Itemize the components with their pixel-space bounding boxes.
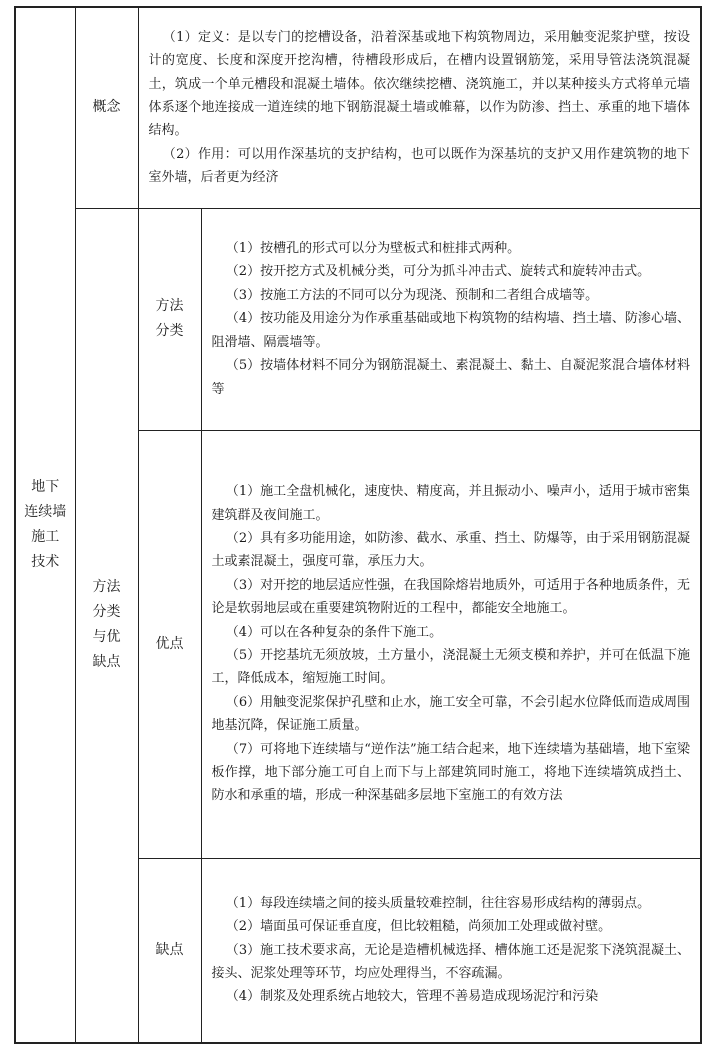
topic-line: 连续墙 <box>24 504 67 520</box>
advantage-paragraph: （3）对开挖的地层适应性强，在我国除熔岩地质外，可适用于各种地质条件，无论是软弱地层或在重要建筑物附近的工程中，都能安全地施工。 <box>211 577 691 617</box>
advantage-paragraph: （4）可以在各种复杂的条件下施工。 <box>225 624 443 640</box>
advantage-paragraph: （1）施工全盘机械化，速度快、精度高，并且振动小、噪声小，适用于城市密集建筑群及夜间施工。 <box>211 484 691 523</box>
concept-paragraph: （2）作用：可以用作深基坑的支护结构，也可以既作为深基坑的支护又用作建筑物的地下室外墙，后者更为经济 <box>148 146 691 186</box>
disadvantages-label: 缺点 <box>138 858 201 1043</box>
disadvantage-paragraph: （3）施工技术要求高，无论是造槽机械选择、槽体施工还是泥浆下浇筑混凝土、接头、泥浆处理等环节，均应处理得当，不容疏漏。 <box>211 942 691 981</box>
disadvantage-paragraph: （1）每段连续墙之间的接头质量较难控制，往往容易形成结构的薄弱点。 <box>225 895 651 911</box>
section-label: 方法 分类 与优 缺点 <box>75 208 138 1043</box>
construction-technique-table <box>14 6 702 1044</box>
classification-paragraph: （1）按槽孔的形式可以分为壁板式和桩排式两种。 <box>225 241 521 257</box>
advantage-paragraph: （7）可将地下连续墙与“逆作法”施工结合起来，地下连续墙为基础墙，地下室梁板作撑，地下部分施工可自上而下与上部建筑同时施工，将地下连续墙筑成挡土、防水和承重的墙，形成一种深基础多层地下室施工的有效方法 <box>211 741 691 804</box>
classification-content <box>201 208 701 430</box>
disadvantage-paragraph: （4）制浆及处理系统占地较大，管理不善易造成现场泥泞和污染 <box>225 989 599 1005</box>
classification-paragraph: （4）按功能及用途分为作承重基础或地下构筑物的结构墙、挡土墙、防渗心墙、阻滑墙、隔震墙等。 <box>211 311 691 350</box>
topic-line: 地下 <box>31 479 60 495</box>
advantage-paragraph: （2）具有多功能用途，如防渗、截水、承重、挡土、防爆等，由于采用钢筋混凝土或素混凝土，强度可靠，承压力大。 <box>211 530 691 570</box>
concept-paragraph: （1）定义：是以专门的挖槽设备，沿着深基或地下构筑物周边，采用触变泥浆护壁，按设计的宽度、长度和深度开挖沟槽，待槽段形成后，在槽内设置钢筋笼，采用导管法浇筑混凝土，筑成一个单元槽段和混凝土墙体。依次继续挖槽、浇筑施工，并以某种接头方式将单元墙体系逐个地连接成一道连续的地下钢筋混凝土墙或帷幕，以作为防渗、挡土、承重的地下墙体结构。 <box>148 29 691 139</box>
concept-label: 概念 <box>75 7 138 208</box>
disadvantage-paragraph: （2）墙面虽可保证垂直度，但比较粗糙，尚须加工处理或做衬壁。 <box>225 919 612 935</box>
advantages-label: 优点 <box>138 430 201 858</box>
topic-line: 施工 <box>31 529 60 545</box>
concept-row <box>15 7 701 208</box>
classification-paragraph: （3）按施工方法的不同可以分为现浇、预制和二者组合成墙等。 <box>225 287 599 303</box>
classification-label: 方法 分类 <box>138 208 201 430</box>
advantage-paragraph: （6）用触变泥浆保护孔壁和止水，施工安全可靠，不会引起水位降低而造成周围地基沉降，保证施工质量。 <box>211 694 691 734</box>
advantage-paragraph: （5）开挖基坑无须放坡，土方量小，浇混凝土无须支模和养护，并可在低温下施工，降低成本，缩短施工时间。 <box>211 648 691 687</box>
topic-line: 技术 <box>31 554 60 570</box>
topic-cell <box>15 7 75 1043</box>
classification-paragraph: （5）按墙体材料不同分为钢筋混凝土、素混凝土、黏土、自凝泥浆混合墙体材料等 <box>211 358 691 397</box>
classification-paragraph: （2）按开挖方式及机械分类，可分为抓斗冲击式、旋转式和旋转冲击式。 <box>225 264 651 280</box>
disadvantages-content <box>201 858 701 1043</box>
advantages-content <box>201 430 701 858</box>
classification-row <box>15 208 701 430</box>
concept-content <box>138 7 701 208</box>
